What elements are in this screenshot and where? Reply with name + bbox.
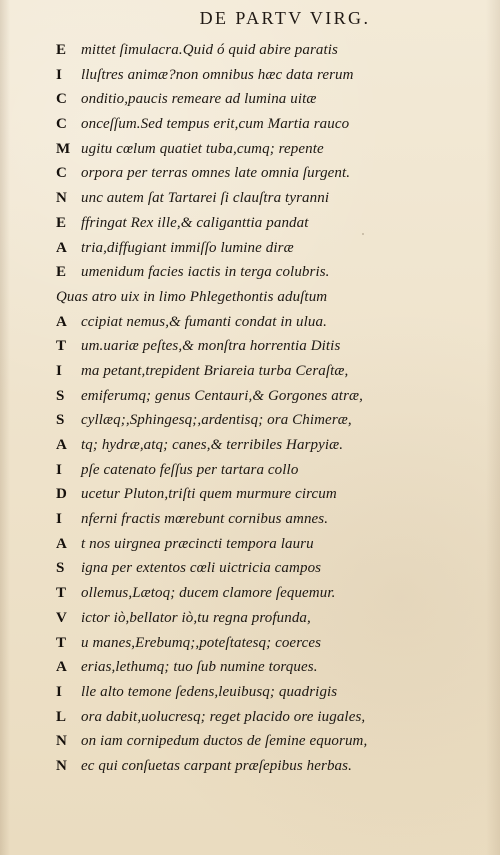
line-text: on iam cornipedum ductos de ſemine equorum,: [81, 733, 368, 750]
line-text: unc autem ſat Tartarei ſi clauſtra tyranni: [81, 190, 330, 207]
verse-line: [56, 334, 446, 359]
line-initial: C: [56, 91, 67, 108]
line-text: orpora per terras omnes late omnia ſurgent.: [81, 165, 351, 182]
line-initial: E: [56, 264, 67, 281]
verse-line: [56, 729, 446, 754]
line-text: t nos uirgnea præcincti tempora lauru: [81, 535, 314, 552]
line-text: ma petant,trepident Briareia turba Ceraſtæ,: [81, 362, 349, 379]
verse-line: [56, 556, 446, 581]
line-text: Quas atro uix in limo Phlegethontis aduſtum: [56, 288, 328, 305]
line-initial: I: [56, 362, 62, 379]
line-initial: A: [56, 535, 67, 552]
line-text: mittet ſimulacra.Quid ó quid abire paratis: [81, 42, 338, 58]
line-initial: A: [56, 437, 67, 453]
line-initial: N: [56, 757, 67, 774]
line-initial: S: [56, 560, 65, 577]
verse-line: [56, 754, 446, 779]
line-initial: L: [56, 708, 67, 725]
verse-line: [56, 581, 446, 606]
line-text: lle alto temone ſedens,leuibusq; quadrigis: [81, 683, 338, 700]
verse-line: [56, 433, 446, 458]
verse-line: [56, 482, 446, 507]
line-initial: E: [56, 214, 67, 231]
line-text: lluſtres animæ?non omnibus hæc data rerum: [81, 66, 354, 83]
line-text: nferni fractis mœrebunt cornibus amnes.: [81, 511, 329, 528]
ink-spot: [124, 763, 126, 765]
page-title: DE PARTV VIRG.: [199, 8, 371, 28]
line-initial: A: [56, 239, 67, 256]
line-text: ucetur Pluton,triſti quem murmure circum: [81, 486, 337, 503]
line-initial: S: [56, 387, 65, 404]
line-initial: T: [56, 634, 67, 651]
verse-line: [56, 631, 446, 656]
verse-line: [56, 38, 446, 63]
line-initial: T: [56, 338, 67, 355]
line-text: ec qui conſuetas carpant præſepibus herbas.: [81, 757, 352, 774]
ink-spot: [83, 71, 85, 73]
ink-spot: [362, 233, 364, 235]
line-text: onditio,paucis remeare ad lumina uitæ: [81, 91, 317, 108]
verse-line: [56, 112, 446, 137]
line-initial: I: [56, 683, 62, 700]
verse-line: [56, 705, 446, 730]
verse-line: [56, 137, 446, 162]
line-text: ugitu cœlum quatiet tuba,cumq; repente: [81, 140, 324, 157]
verse-line: [56, 408, 446, 433]
verse-line: [56, 87, 446, 112]
line-text: cyllæq;,Sphingesq;,ardentisq; ora Chimeræ,: [81, 412, 352, 429]
line-text: emiferumq; genus Centauri,& Gorgones atræ,: [81, 387, 363, 404]
verse-line: [56, 384, 446, 409]
verse-line: [56, 680, 446, 705]
verse-line: [56, 161, 446, 186]
line-text: onceſſum.Sed tempus erit,cum Martia rauco: [81, 116, 350, 133]
line-text: ollemus,Lætoq; ducem clamore ſequemur.: [81, 585, 336, 602]
line-text: umenidum facies iactis in terga colubris.: [81, 264, 330, 281]
verse-list: [56, 38, 446, 779]
verse-line: [56, 532, 446, 557]
line-text: um.uariæ peſtes,& monſtra horrentia Ditis: [81, 338, 341, 355]
line-initial: V: [56, 609, 67, 626]
ink-spot: [299, 517, 301, 519]
verse-line: [56, 236, 446, 261]
line-text: ffringat Rex ille,& caliganttia pandat: [81, 214, 309, 231]
line-initial: I: [56, 66, 62, 83]
line-text: ictor iò,bellator iò,tu regna profunda,: [81, 609, 311, 626]
line-initial: M: [56, 140, 71, 157]
verse-line: [56, 359, 446, 384]
verse-line: [56, 285, 446, 310]
line-initial: E: [56, 42, 67, 58]
verse-line: [56, 507, 446, 532]
verse-line: [56, 260, 446, 285]
line-initial: C: [56, 116, 67, 133]
line-text: ccipiat nemus,& fumanti condat in ulua.: [81, 313, 327, 330]
verse-line: [56, 63, 446, 88]
line-initial: T: [56, 585, 67, 602]
line-initial: N: [56, 733, 67, 750]
line-initial: N: [56, 190, 67, 207]
line-initial: C: [56, 165, 67, 182]
verse-line: [56, 211, 446, 236]
line-initial: I: [56, 511, 62, 528]
line-text: ora dabit,uolucresq; reget placido ore iugales,: [81, 708, 366, 725]
verse-line: [56, 606, 446, 631]
line-text: erias,lethumq; tuo ſub numine torques.: [81, 659, 318, 676]
verse-line: [56, 655, 446, 680]
verse-line: [56, 186, 446, 211]
verse-line: [56, 310, 446, 335]
line-text: tria,diffugiant immiſſo lumine diræ: [81, 239, 294, 256]
line-initial: A: [56, 659, 67, 676]
line-text: tq; hydræ,atq; canes,& terribiles Harpyiæ.: [81, 437, 344, 453]
line-text: pſe catenato feſſus per tartara collo: [81, 461, 299, 478]
line-initial: D: [56, 486, 67, 503]
line-initial: S: [56, 412, 65, 429]
line-initial: A: [56, 313, 67, 330]
verse-line: [56, 458, 446, 483]
page-right-shadow: [486, 0, 500, 855]
line-text: u manes,Erebumq;,poteſtatesq; coerces: [81, 634, 322, 651]
page-left-shadow: [0, 0, 10, 855]
line-initial: I: [56, 461, 62, 478]
line-text: igna per extentos cœli uictricia campos: [81, 560, 322, 577]
